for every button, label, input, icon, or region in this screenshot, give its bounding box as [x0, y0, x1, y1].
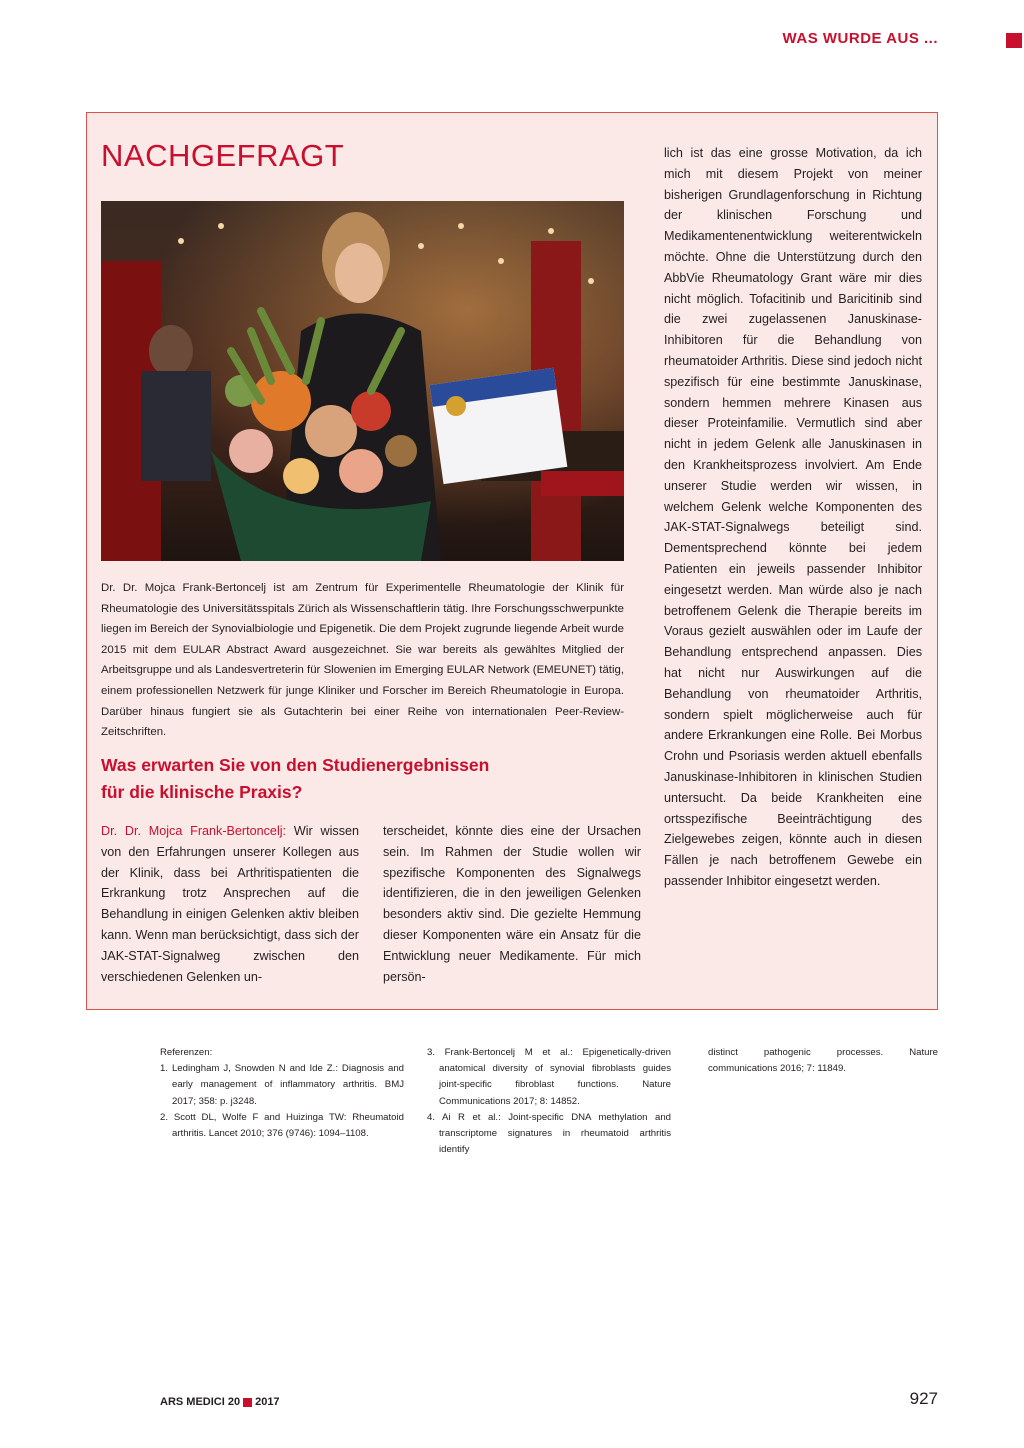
speaker-name: Dr. Dr. Mojca Frank-Bertoncelj:	[101, 824, 287, 838]
footer-journal	[160, 1396, 280, 1408]
reference-item: 2. Scott DL, Wolfe F and Huizinga TW: Rheumatoid arthritis. Lancet 2010; 376 (9746): 1094–1108.	[160, 1111, 404, 1140]
references-column-3	[708, 1045, 938, 1077]
references-column-1	[160, 1045, 404, 1142]
answer-column-3: lich ist das eine grosse Motivation, da ich mich mit diesem Projekt von meiner bisherigen Grundlagenforschung in Richtung der klinischen Forschung und Medikamentenentwicklung weiterentwickeln möchte. Ohne die Unterstützung durch den AbbVie Rheumatology Grant wäre mir dies nicht möglich. Tofacitinib und Baricitinib sind die zwei zugelassenen Januskinase-Inhibitoren für die Behandlung von rheumatoider Arthritis. Diese sind jedoch nicht spezifisch für eine bestimmte Januskinase, sondern hemmen mehrere Kinasen aus dieser Proteinfamilie. Vermutlich sind aber nicht in jedem Gelenk alle Januskinasen in den Krankheitsprozess involviert. Am Ende unserer Studie werden wir wissen, in welchem Gelenk welche Komponenten des JAK-STAT-Signalwegs beteiligt sind. Dementsprechend könnte bei jedem Patienten ein jeweils passender Inhibitor eingesetzt werden. Man würde also je nach betroffenem Gelenk die Therapie bereits im Voraus gezielt auswählen oder im Laufe der Behandlung entsprechend anpassen. Dies hat nicht nur Auswirkungen auf die Behandlung von rheumatoider Arthritis, sondern spielt möglicherweise auch für andere Erkrankungen eine Rolle. Bei Morbus Crohn und Psoriasis werden aktuell ebenfalls Januskinase-Inhibitoren in klinischen Studien untersucht. Da beide Krankheiten eine ortsspezifische Beeinträchtigung des Zielgewebes zeigen, könnte auch in diesen Fällen je nach betroffenem Gewebe ein passender Inhibitor eingesetzt werden.	[664, 146, 922, 888]
question-line-2: für die klinische Praxis?	[101, 782, 303, 802]
question-line-1: Was erwarten Sie von den Studienergebnissen	[101, 755, 490, 775]
answer-column-2: terscheidet, könnte dies eine der Ursachen sein. Im Rahmen der Studie wollen wir spezifische Komponenten des Signalwegs identifizieren, die in den jeweiligen Gelenken besonders aktiv sind. Die gezielte Hemmung dieser Komponenten wäre ein Ansatz für die Entwicklung neuer Medikamente. Für mich persön-	[383, 824, 641, 984]
journal-name: ARS MEDICI 20	[160, 1396, 241, 1408]
reference-item: 3. Frank-Bertoncelj M et al.: Epigenetically-driven anatomical diversity of synovial fibroblasts guides joint-specific fibroblast functions. Nature Communications 2017; 8: 14852.	[427, 1047, 671, 1107]
journal-year: 2017	[255, 1396, 280, 1408]
running-head: WAS WURDE AUS ...	[782, 30, 938, 47]
answer-text-1: Wir wissen von den Erfahrungen unserer Kollegen aus der Klinik, dass bei Arthritispatienten die Erkrankung trotz Ansprechen auf die Behandlung in einigen Gelenken aktiv bleiben kann. Wenn man berücksichtigt, dass sich der JAK-STAT-Signalweg zwischen den verschiedenen Gelenken un-	[101, 824, 359, 984]
references-heading: Referenzen:	[160, 1047, 213, 1058]
box-title: NACHGEFRAGT	[101, 138, 345, 173]
references-column-2	[427, 1045, 671, 1158]
photo-caption: Dr. Dr. Mojca Frank-Bertoncelj ist am Zentrum für Experimentelle Rheumatologie der Klinik für Rheumatologie des Universitätsspitals Zürich als Wissenschaftlerin tätig. Ihre Forschungsschwerpunkte liegen im Bereich der Synovialbiologie und Epigenetik. Die dem Projekt zugrunde liegende Arbeit wurde 2015 mit dem EULAR Abstract Award ausgezeichnet. Sie war bereits als gewähltes Mitglied der Arbeitsgruppe und als Landesvertreterin für Slowenien im Emerging EULAR Network (EMEUNET) tätig, einem professionellen Netzwerk für junge Kliniker und Forscher im Bereich Rheumatologie in Europa. Darüber hinaus fungiert sie als Gutachterin bei einer Reihe von internationalen Peer-Review-Zeitschriften.	[101, 582, 624, 739]
page-number: 927	[909, 1389, 938, 1408]
answer-column-1	[101, 821, 359, 987]
reference-item-continued: distinct pathogenic processes. Nature communications 2016; 7: 11849.	[708, 1047, 938, 1075]
reference-item: 1. Ledingham J, Snowden N and Ide Z.: Diagnosis and early management of inflammatory arthritis. BMJ 2017; 358: p. j3248.	[160, 1063, 404, 1107]
reference-item: 4. Ai R et al.: Joint-specific DNA methylation and transcriptome signatures in rheumatoid arthritis identify	[427, 1111, 671, 1156]
footer-square-icon	[243, 1398, 252, 1407]
interview-question	[101, 752, 561, 806]
corner-marker	[1006, 33, 1022, 48]
portrait-photo	[101, 201, 624, 561]
